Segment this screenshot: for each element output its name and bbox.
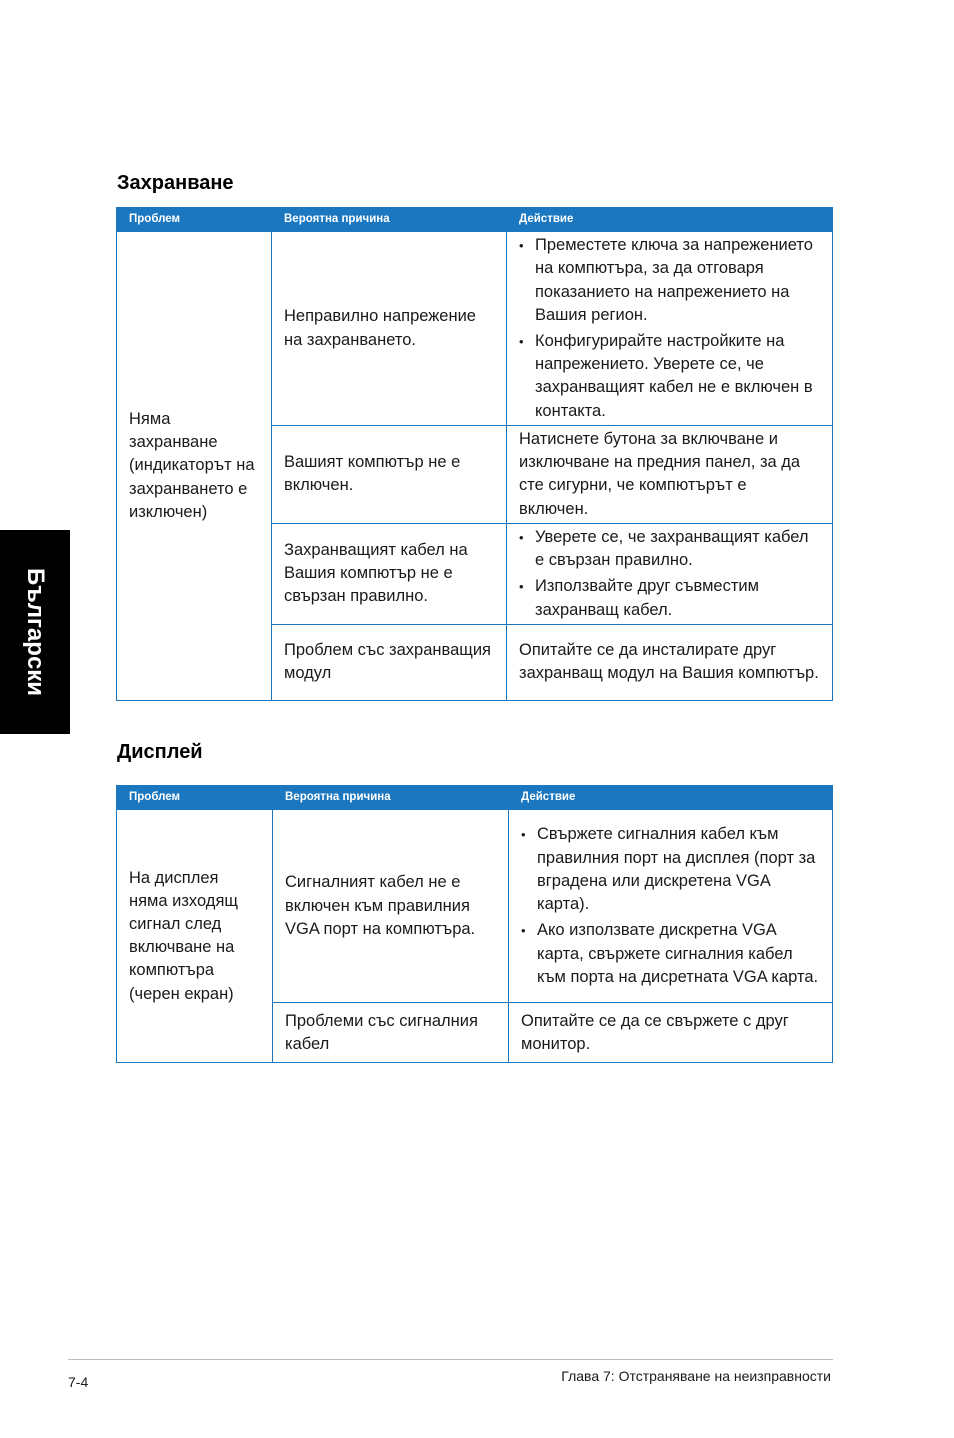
page-number: 7-4 xyxy=(68,1374,89,1390)
header-cause: Вероятна причина xyxy=(272,208,507,232)
action-item: • Свържете сигналния кабел към правилния порт на дисплея (порт за вградена или дискретена VGA карта). xyxy=(521,823,820,916)
cause-cell: Вашият компютър не е включен. xyxy=(272,425,507,523)
action-item: • Използвайте друг съвместим захранващ кабел. xyxy=(519,575,820,621)
problem-cell: Няма захранване (индикаторът на захранването е изключен) xyxy=(117,232,272,701)
cause-cell: Сигналният кабел не е включен към правилния VGA порт на компютъра. xyxy=(273,810,509,1003)
action-cell: Опитайте се да инсталирате друг захранващ модул на Вашия компютър. xyxy=(507,624,833,700)
language-tab-label: Български xyxy=(22,567,49,697)
action-cell xyxy=(509,810,833,1003)
action-item: • Преместете ключа за напрежението на компютъра, за да отговаря показанието на напрежението на Вашия регион. xyxy=(519,234,820,327)
cause-cell: Неправилно напрежение на захранването. xyxy=(272,232,507,426)
cause-cell: Захранващият кабел на Вашия компютър не е свързан правилно. xyxy=(272,523,507,624)
action-item: • Конфигурирайте настройките на напрежението. Уверете се, че захранващият кабел не е включен в контакта. xyxy=(519,330,820,423)
action-cell: Опитайте се да се свържете с друг монитор. xyxy=(509,1003,833,1063)
display-table-header xyxy=(117,786,833,810)
header-cause: Вероятна причина xyxy=(273,786,509,810)
display-section-title: Дисплей xyxy=(117,741,203,763)
action-item: • Ако използвате дискретна VGA карта, свържете сигналния кабел към порта на дисретната VGA карта. xyxy=(521,919,820,989)
power-section-title: Захранване xyxy=(117,172,234,194)
action-cell xyxy=(507,232,833,426)
action-item: • Уверете се, че захранващият кабел е свързан правилно. xyxy=(519,526,820,572)
power-table xyxy=(116,207,833,701)
power-table-header xyxy=(117,208,833,232)
header-action: Действие xyxy=(509,786,833,810)
footer-divider xyxy=(68,1359,833,1360)
header-problem: Проблем xyxy=(117,208,272,232)
chapter-title: Глава 7: Отстраняване на неизправности xyxy=(561,1368,831,1384)
header-action: Действие xyxy=(507,208,833,232)
action-cell xyxy=(507,523,833,624)
table-row xyxy=(117,810,833,1003)
header-problem: Проблем xyxy=(117,786,273,810)
display-table xyxy=(116,785,833,1063)
problem-cell: На дисплея няма изходящ сигнал след включване на компютъра (черен екран) xyxy=(117,810,273,1063)
table-row xyxy=(117,232,833,426)
action-cell: Натиснете бутона за включване и изключване на предния панел, за да сте сигурни, че компютърът е включен. xyxy=(507,425,833,523)
cause-cell: Проблеми със сигналния кабел xyxy=(273,1003,509,1063)
language-tab xyxy=(0,530,70,734)
cause-cell: Проблем със захранващия модул xyxy=(272,624,507,700)
